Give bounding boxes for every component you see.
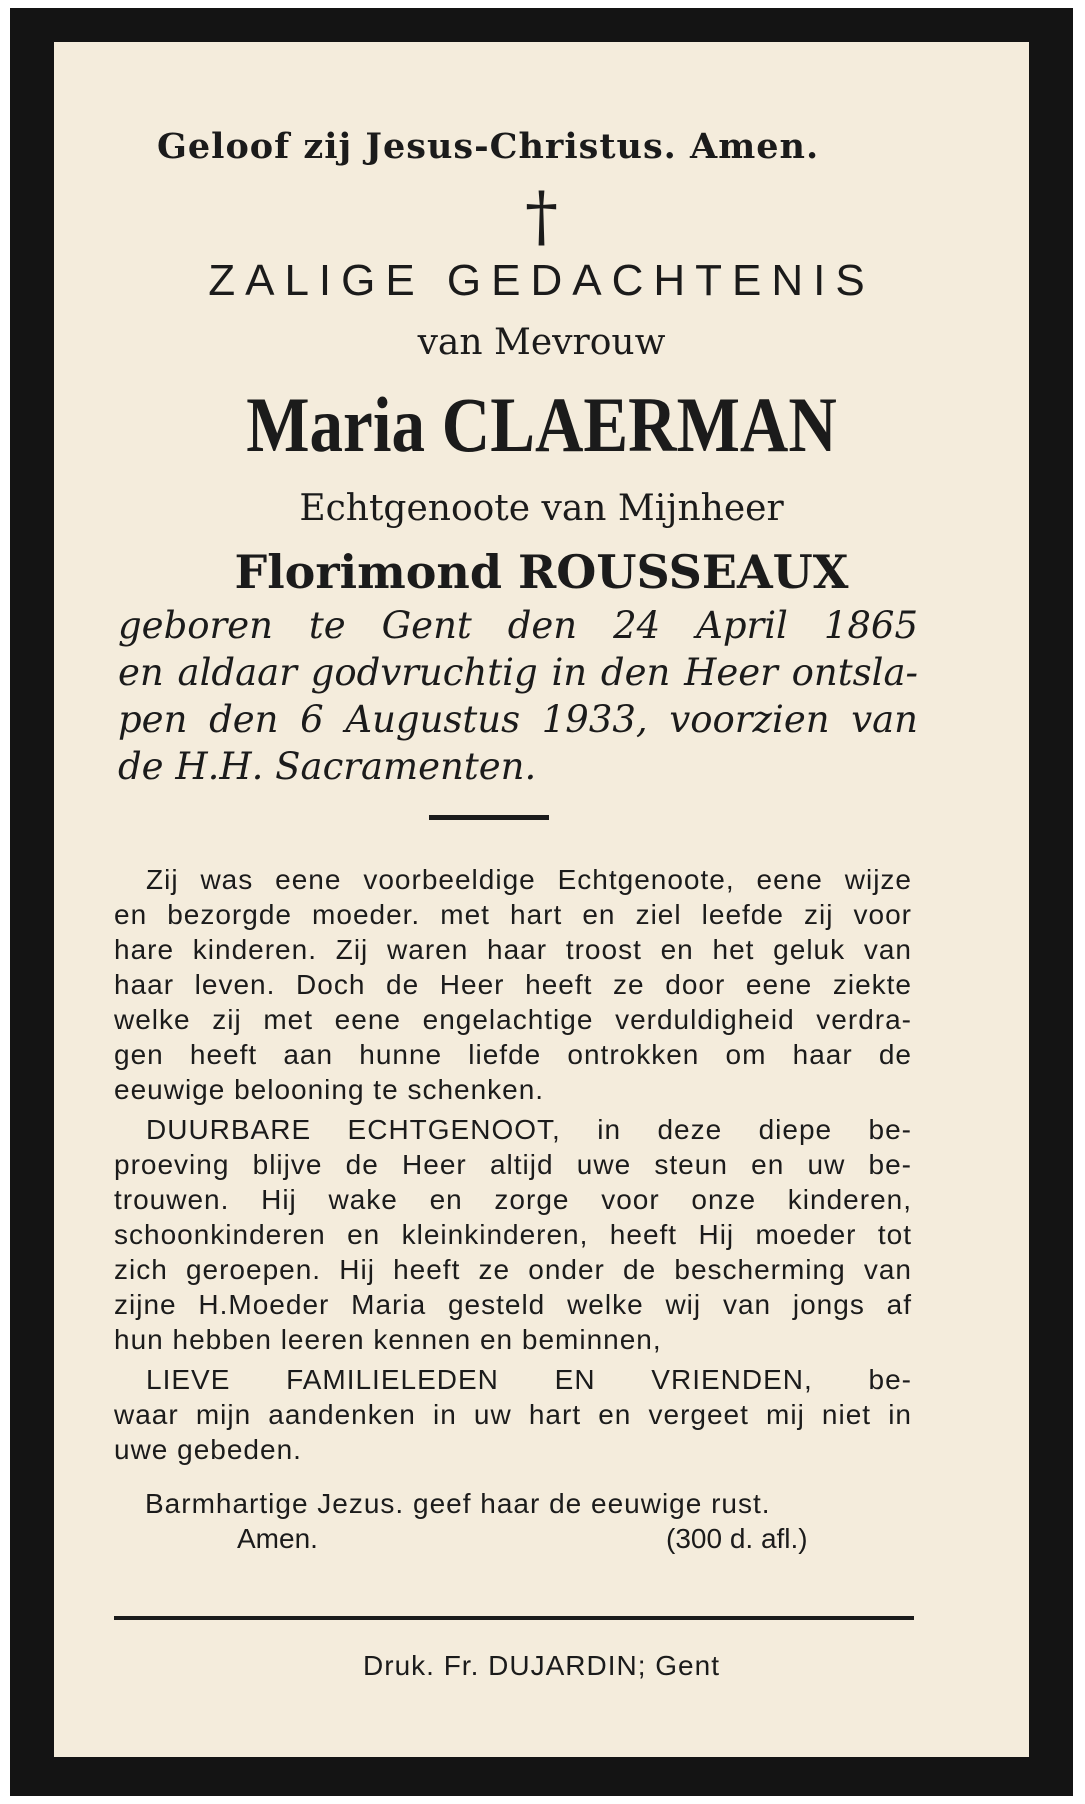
invocation: Geloof zij Jesus-Christus. Amen. [157,126,820,167]
honorific: van Mevrouw [417,322,666,363]
bio-line: en aldaar godvruchtig in den Heer ontsla- [118,651,918,694]
printer-credit: Druk. Fr. DUJARDIN; Gent [363,1650,720,1681]
bio-line: geboren te Gent den 24 April 1865 [118,604,918,647]
closing-prayer: Barmhartige Jezus. geef haar de eeuwige rust. [145,1488,771,1519]
paragraph-line: en bezorgde moeder. met hart en ziel leefde zij voor [114,899,912,930]
paragraph-line: LIEVE FAMILIELEDEN EN VRIENDEN, be- [146,1364,912,1395]
bio-line: de H.H. Sacramenten. [118,745,537,788]
paragraph-line: gen heeft aan hunne liefde ontrokken om haar de [114,1039,912,1070]
paragraph-line: Zij was eene voorbeeldige Echtgenoote, eene wijze [146,864,912,895]
paragraph-line: zich geroepen. Hij heeft ze onder de bescherming van [114,1254,912,1285]
cross-icon: † [525,178,558,255]
paragraph-line: eeuwige belooning te schenken. [114,1074,545,1105]
card-title: ZALIGE GEDACHTENIS [208,256,875,305]
indulgence-note: (300 d. afl.) [666,1523,808,1554]
spouse-name: Florimond ROUSSEAUX [234,545,849,599]
divider-long [114,1616,914,1620]
divider-short [429,815,549,820]
deceased-name: Maria CLAERMAN [246,381,837,468]
paragraph-line: waar mijn aandenken in uw hart en vergeet mij niet in [114,1399,912,1430]
paragraph-line: trouwen. Hij wake en zorge voor onze kinderen, [114,1184,912,1215]
bio-line: pen den 6 Augustus 1933, voorzien van [118,698,918,741]
paragraph-line: DUURBARE ECHTGENOOT, in deze diepe be- [146,1114,912,1145]
spouse-label: Echtgenoote van Mijnheer [299,488,784,529]
paragraph-line: hun hebben leeren kennen en beminnen, [114,1324,662,1355]
paragraph-line: uwe gebeden. [114,1434,302,1465]
paragraph-line: haar leven. Doch de Heer heeft ze door eene ziekte [114,969,912,1000]
closing-amen: Amen. [237,1523,318,1554]
paragraph-line: welke zij met eene engelachtige verduldigheid verdra- [114,1004,912,1035]
paragraph-line: hare kinderen. Zij waren haar troost en het geluk van [114,934,912,965]
paragraph-line: schoonkinderen en kleinkinderen, heeft Hij moeder tot [114,1219,912,1250]
paragraph-line: proeving blijve de Heer altijd uwe steun en uw be- [114,1149,912,1180]
mourning-border [10,8,1073,1796]
memorial-card [54,42,1029,1757]
paragraph-line: zijne H.Moeder Maria gesteld welke wij van jongs af [114,1289,912,1320]
